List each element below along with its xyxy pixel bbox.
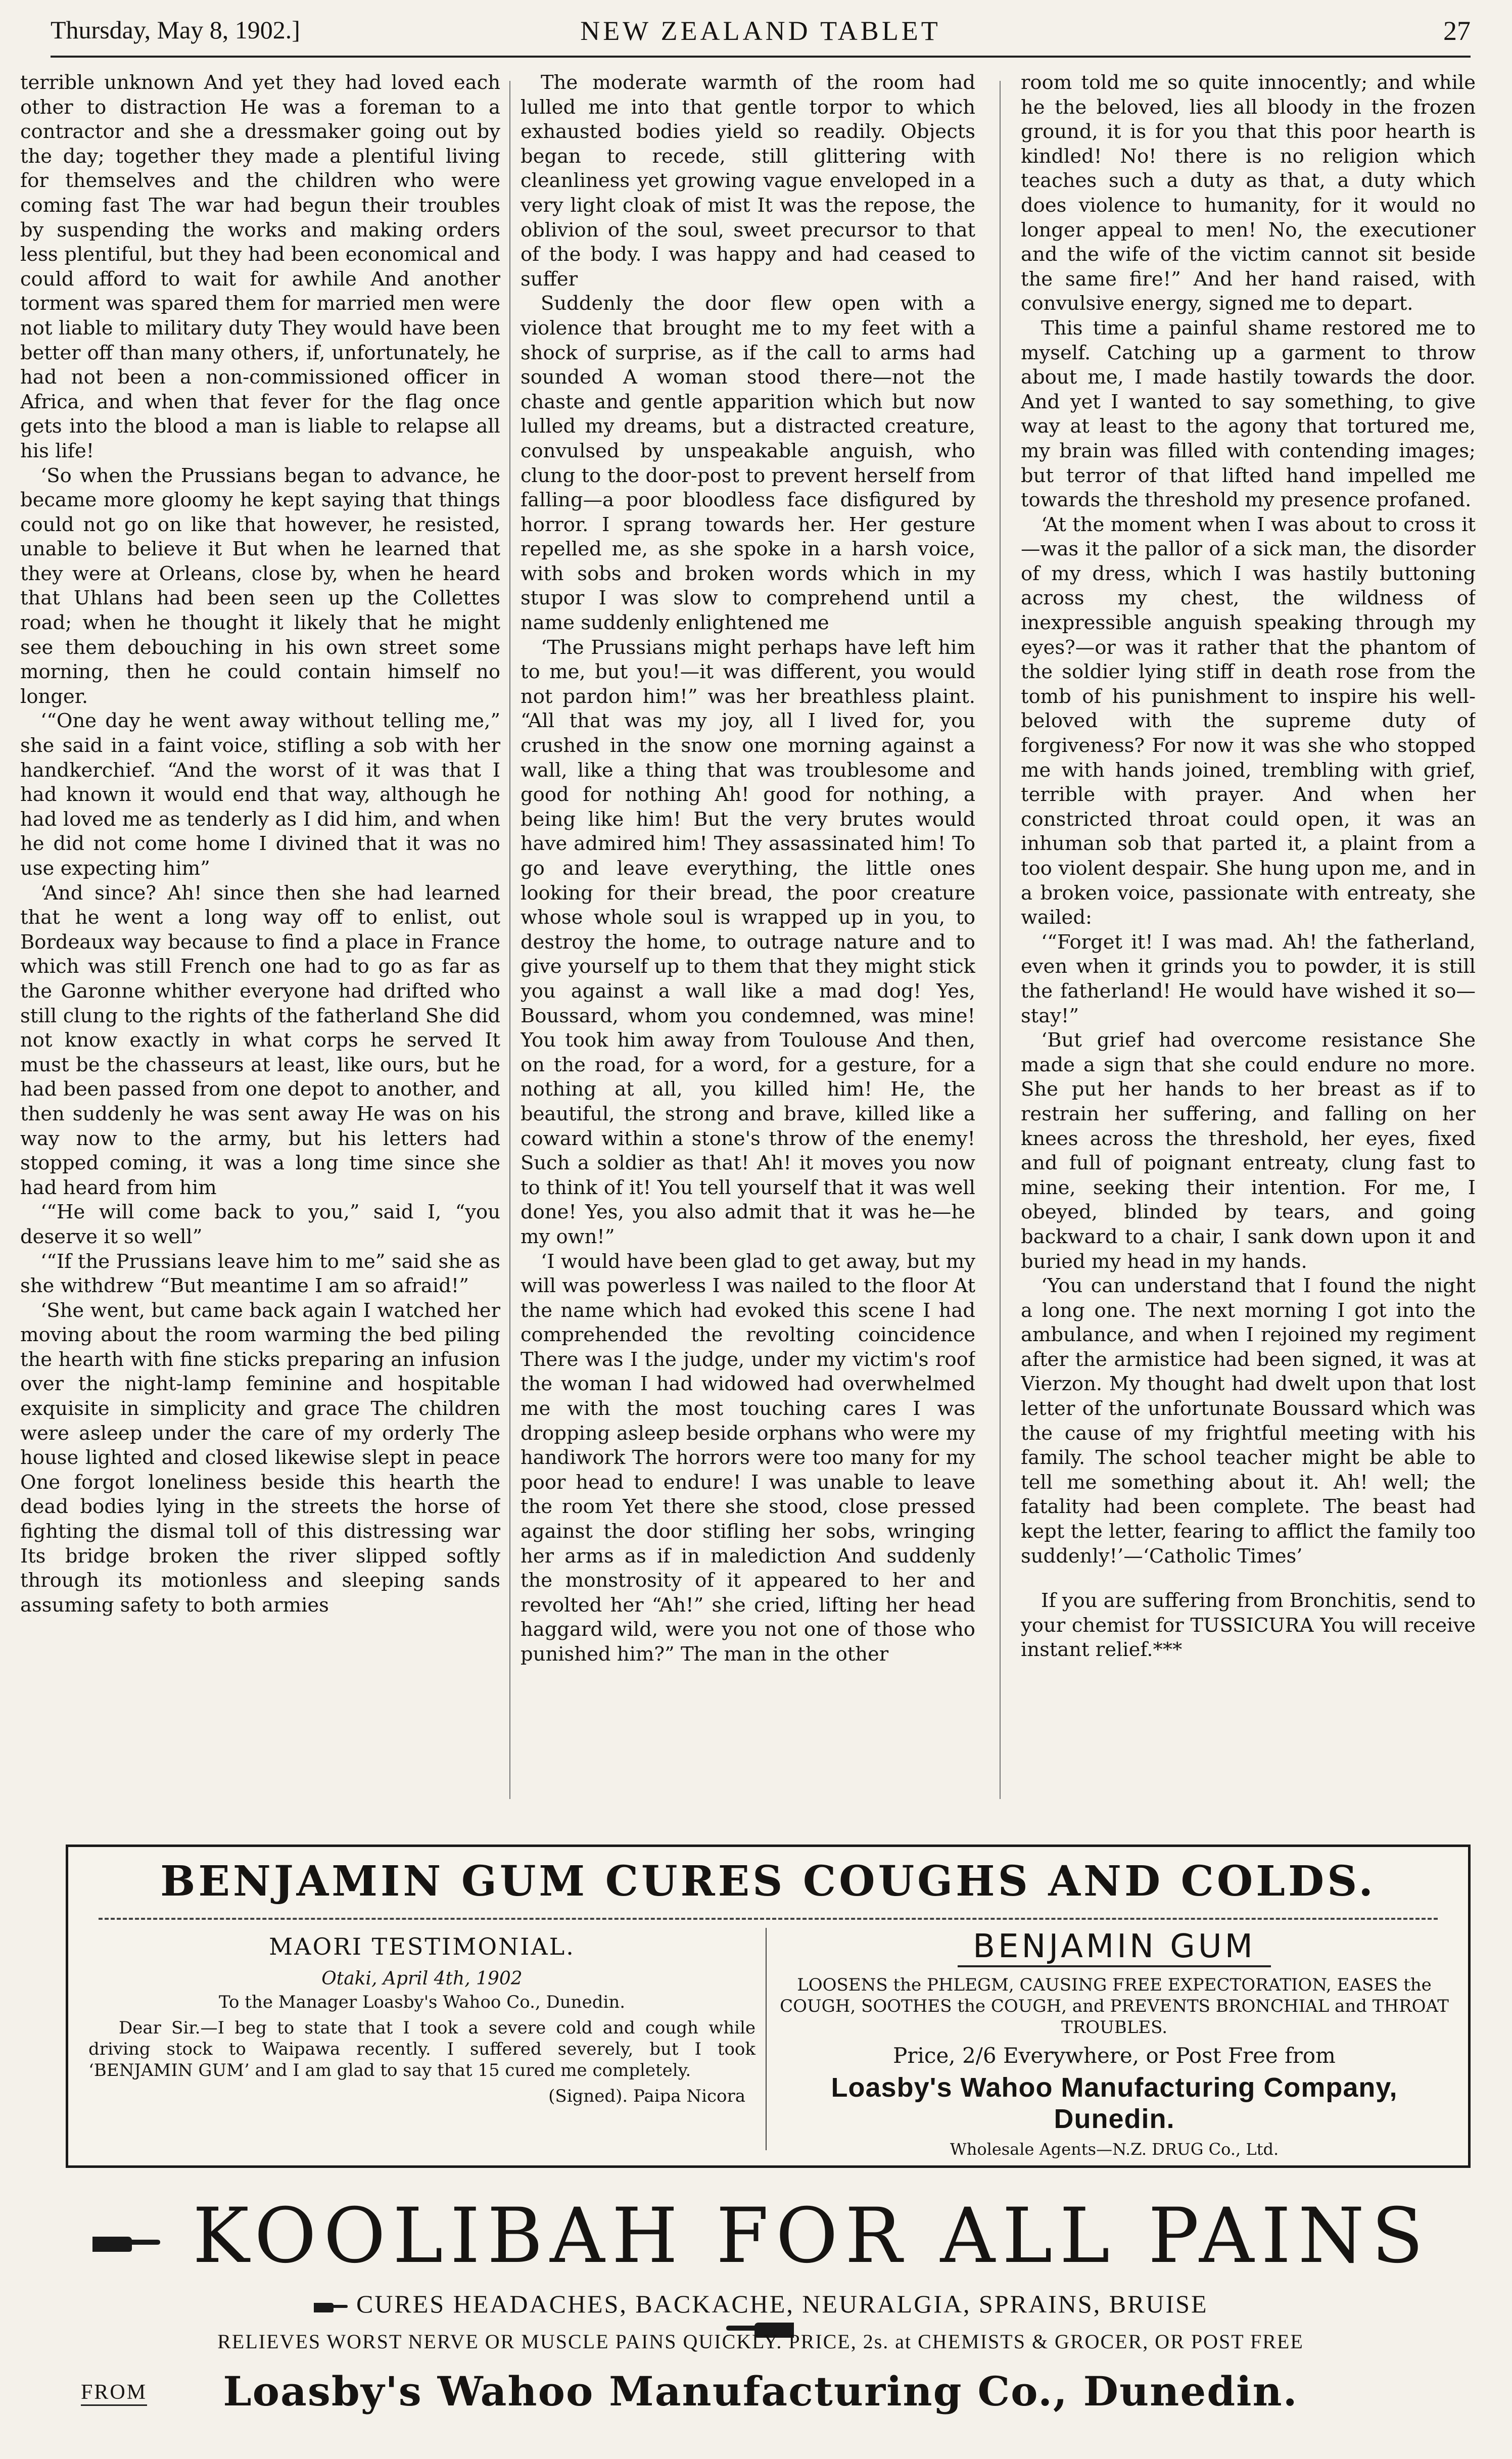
paragraph: ‘She went, but came back again I watched her moving about the room warming the bed piling the hearth with fine sticks preparing an infusion over the night-lamp feminine and hospitable exquisite in simplicity and grace The children were asleep under the care of my orderly The house lighted and closed likewise slept in peace One forgot loneliness beside this hearth the dead bodies lying in the streets the horse of fighting the dismal toll of this distressing war Its bridge broken the river slipped softly through its motionless and sleeping sands assuming safety to both armies bbox=[20, 1299, 500, 1617]
benjamin-gum-advertisement bbox=[66, 1845, 1471, 2168]
relieves-text: RELIEVES WORST NERVE OR MUSCLE PAINS QUICKLY. PRICE, 2s. at CHEMISTS & GROCER, OR POST FREE bbox=[217, 2330, 1304, 2353]
paragraph: ‘“Forget it! I was mad. Ah! the fatherland, even when it grinds you to powder, it is still the fatherland! He would have wished it so—stay!” bbox=[1021, 930, 1476, 1027]
tussicura-notice: If you are suffering from Bronchitis, send to your chemist for TUSSICURA You will receive instant relief.*** bbox=[1021, 1589, 1476, 1662]
koolibah-advertisement bbox=[51, 2193, 1471, 2446]
pointing-hand-right-icon bbox=[313, 2299, 348, 2315]
paragraph: This time a painful shame restored me to myself. Catching up a garment to throw about me, I made hastily towards the door. And yet I wanted to say something, to give way at least to the agony that tortured me, my brain was filled with contending images; but terror of that lifted hand impelled me towards the threshold my presence profaned. bbox=[1021, 316, 1476, 512]
testimonial-title: MAORI TESTIMONIAL. bbox=[269, 1933, 575, 1960]
divider bbox=[99, 1918, 1438, 1920]
ad-headline: BENJAMIN GUM CURES COUGHS AND COLDS. bbox=[160, 1857, 1376, 1906]
testimonial-body: Dear Sir.—I beg to state that I took a severe cold and cough while driving stock to Waipawa recently. I suffered severely, but I took ‘BENJAMIN GUM’ and I am glad to say that 15 cured me completely. bbox=[88, 2018, 755, 2080]
testimonial-addressee: To the Manager Loasby's Wahoo Co., Dunedin. bbox=[218, 1992, 626, 2012]
pointing-hand-right-icon bbox=[90, 2230, 161, 2255]
paragraph: Suddenly the door flew open with a violence that brought me to my feet with a shock of surprise, as if the call to arms had sounded A woman stood there—not the chaste and gentle apparition which but now lulled my dreams, but a distracted creature, convulsed by unspeakable anguish, who clung to the door-post to prevent herself from falling—a poor bloodless face disfigured by horror. I sprang towards her. Her gesture repelled me, as she spoke in a harsh voice, with sobs and broken words which in my stupor I was slow to comprehend until a name suddenly enlightened me bbox=[521, 292, 975, 635]
column-divider bbox=[509, 81, 510, 1799]
article-column-2 bbox=[521, 71, 975, 1809]
cures-line bbox=[51, 2289, 1471, 2319]
paragraph: room told me so quite innocently; and while he the beloved, lies all bloody in the frozen ground, it is for you that this poor hearth is kindled! No! there is no religion which teaches such a duty as that, a duty which does violence to humanity, for it would no longer appeal to men! No, the executioner and the wife of the victim cannot sit beside the same fire!” And her hand raised, with convulsive energy, signed me to depart. bbox=[1021, 71, 1476, 315]
divider bbox=[766, 1928, 767, 2150]
paragraph: ‘The Prussians might perhaps have left him to me, but you!—it was different, you would not pardon him!” was her breathless plaint. “All that was my joy, all I lived for, you crushed in the snow one morning against a wall, like a thing that was troublesome and good for nothing Ah! good for nothing, a being like him! But the very brutes would have admired him! They assassinated him! To go and leave everything, the little ones looking for their bread, the poor creature whose whole soul is wrapped up in you, to destroy the home, to outrage nature and to give yourself up to them that they might stick you against a wall like a mad dog! Yes, Boussard, whom you condemned, was mine! You took him away from Toulouse And then, on the road, for a word, for a gesture, for a nothing at all, you killed him! He, the beautiful, the strong and brave, killed like a coward within a stone's throw of the enemy! Such a soldier as that! Ah! it moves you now to think of it! You tell yourself that it was well done! Yes, you also admit that it was he—he my own!” bbox=[521, 636, 975, 1248]
wholesale-agents: Wholesale Agents—N.Z. DRUG Co., Ltd. bbox=[950, 2140, 1279, 2159]
paragraph: ‘“One day he went away without telling me,” she said in a faint voice, stifling a sob with her handkerchief. “And the worst of it was that I had known it would end that way, although he had loved me as tenderly as I did him, and when he did not come home I divined that it was no use expecting him” bbox=[20, 710, 500, 880]
product-title: BENJAMIN GUM bbox=[958, 1928, 1271, 1967]
newspaper-title: NEW ZEALAND TABLET bbox=[580, 16, 941, 46]
paragraph: ‘So when the Prussians began to advance, he became more gloomy he kept saying that things could not go on like that however, he resisted, unable to believe it But when he learned that they were at Orleans, close by, when he heard that Uhlans had been seen up the Collettes road; when he thought it likely that he might see them debouching in his own street some morning, then he could contain himself no longer. bbox=[20, 464, 500, 708]
ad-headline: KOOLIBAH FOR ALL PAINS bbox=[193, 2192, 1431, 2280]
from-label: FROM bbox=[81, 2380, 147, 2406]
paragraph: ‘You can understand that I found the night a long one. The next morning I got into the ambulance, and when I rejoined my regiment after the armistice had been signed, it was at Vierzon. My thought had dwelt upon that lost letter of the unfortunate Boussard which was the cause of my frightful meeting with his family. The school teacher might be able to tell me something about it. Ah! well; the fatality had been complete. The beast had kept the letter, fearing to afflict the family too suddenly!’—‘Catholic Times’ bbox=[1021, 1274, 1476, 1568]
paragraph: ‘But grief had overcome resistance She made a sign that she could endure no more. She put her hands to her breast as if to restrain her suffering, and falling on her knees across the threshold, her eyes, fixed and full of poignant entreaty, clung fast to mine, seeking their intention. For me, I obeyed, blinded by tears, and going backward to a chair, I sank down upon it and buried my head in my hands. bbox=[1021, 1029, 1476, 1273]
article-column-1 bbox=[20, 71, 500, 1809]
manufacturer: Loasby's Wahoo Manufacturing Company, Dunedin. bbox=[831, 2072, 1398, 2134]
article-column-3 bbox=[1021, 71, 1476, 1809]
page-number: 27 bbox=[1443, 16, 1471, 46]
product-info bbox=[776, 1928, 1453, 2159]
paragraph: ‘“He will come back to you,” said I, “you deserve it so well” bbox=[20, 1201, 500, 1248]
testimonial bbox=[88, 1933, 755, 2106]
paragraph: ‘“If the Prussians leave him to me” said she as she withdrew “But meantime I am so afraid!” bbox=[20, 1250, 500, 1298]
product-description: LOOSENS the PHLEGM, CAUSING FREE EXPECTORATION, EASES the COUGH, SOOTHES the COUGH, and PREVENTS BRONCHIAL and THROAT TROUBLES. bbox=[780, 1975, 1449, 2038]
paragraph: The moderate warmth of the room had lulled me into that gentle torpor to which exhausted bodies yield so readily. Objects began to recede, still glittering with cleanliness yet growing vague enveloped in a very light cloak of mist It was the repose, the oblivion of the soul, sweet precursor to that of the body. I was happy and had ceased to suffer bbox=[521, 71, 975, 291]
column-divider bbox=[1000, 81, 1001, 1799]
paragraph: ‘I would have been glad to get away, but my will was powerless I was nailed to the floor At the name which had evoked this scene I had comprehended the revolting coincidence There was I the judge, under my victim's roof the woman I had widowed had overwhelmed me with the most touching cares I was dropping asleep beside orphans who were my handiwork The horrors were too many for my poor head to endure! I was unable to leave the room Yet there she stood, close pressed against the door stifling her sobs, wringing her arms as if in malediction And suddenly the monstrosity of it appeared to her and revolted her “Ah!” she cried, lifting her head haggard wild, were you not one of those who punished him?” The man in the other bbox=[521, 1250, 975, 1666]
testimonial-signature: (Signed). Paipa Nicora bbox=[548, 2086, 745, 2106]
testimonial-date: Otaki, April 4th, 1902 bbox=[321, 1968, 523, 1989]
manufacturer: Loasby's Wahoo Manufacturing Co., Dunedin. bbox=[223, 2368, 1298, 2415]
paragraph: terrible unknown And yet they had loved each other to distraction He was a foreman to a contractor and she a dressmaker going out by the day; together they made a plentiful living for themselves and the children who were coming fast The war had begun their troubles by suspending the works and making orders less plentiful, but they had been economical and could afford to wait for awhile And another torment was spared them for married men were not liable to military duty They would have been better off than many others, if, unfortunately, he had not been a non-commissioned officer in Africa, and when that fever for the flag once gets into the blood a man is liable to relapse all his life! bbox=[20, 71, 500, 462]
paragraph: ‘At the moment when I was about to cross it—was it the pallor of a sick man, the disorder of my dress, which I was hastily buttoning across my chest, the wildness of inexpressible anguish speaking through my eyes?—or was it rather that the phantom of the soldier lying stiff in death rose from the tomb of his punishment to inspire his well-beloved with the supreme duty of forgiveness? For now it was she who stopped me with hands joined, trembling with grief, terrible with prayer. And when her constricted throat could open, it was an inhuman sob that parted it, a plaint from a too violent despair. She hung upon me, and in a broken voice, passionate with entreaty, she wailed: bbox=[1021, 513, 1476, 929]
cures-text: CURES HEADACHES, BACKACHE, NEURALGIA, SPRAINS, BRUISE bbox=[356, 2290, 1208, 2318]
product-price: Price, 2/6 Everywhere, or Post Free from bbox=[893, 2043, 1336, 2068]
issue-date: Thursday, May 8, 1902.] bbox=[51, 16, 300, 44]
page-header bbox=[51, 10, 1471, 58]
paragraph: ‘And since? Ah! since then she had learned that he went a long way off to enlist, out Bordeaux way because to find a place in France which was still French one had to go as far as the Garonne whither everyone had drifted who still clung to the rights of the fatherland She did not know exactly in what corps he served It must be the chasseurs at least, like ours, but he had been passed from one depot to another, and then suddenly he was sent away He was on his way now to the army, but his letters had stopped coming, it was a long time since she had heard from him bbox=[20, 881, 500, 1199]
